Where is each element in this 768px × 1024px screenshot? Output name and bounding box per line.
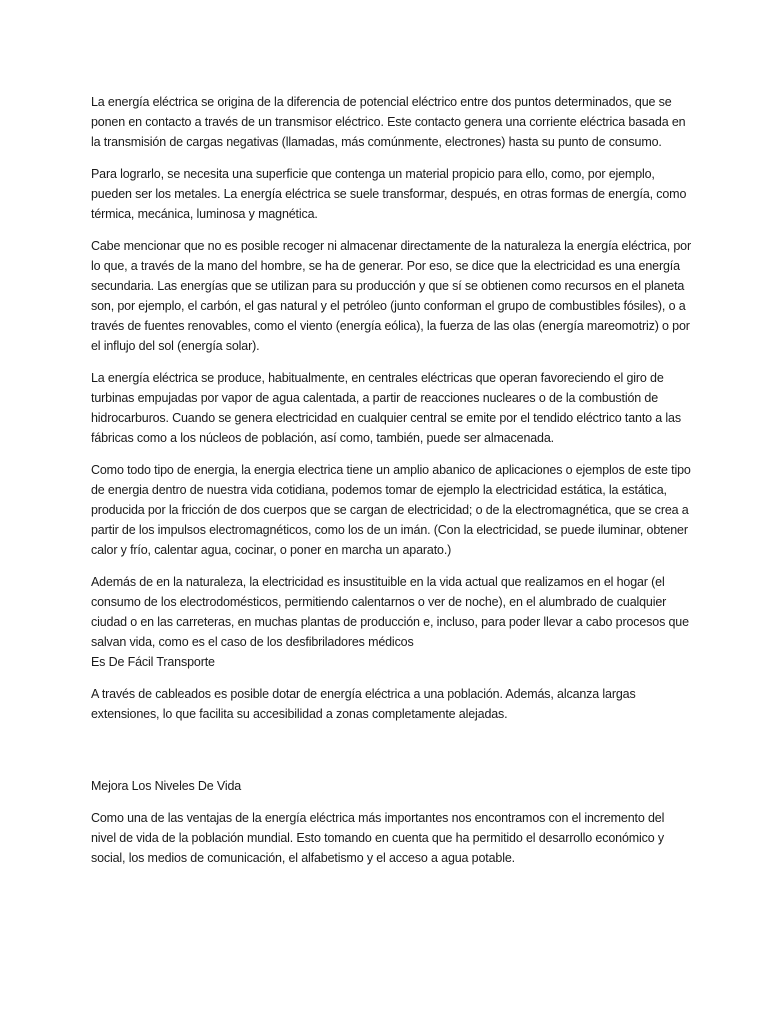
heading-facil-transporte: Es De Fácil Transporte bbox=[91, 655, 215, 669]
paragraph-usos: Además de en la naturaleza, la electricidad es insustituible en la vida actual que realizamos en el hogar (el consumo de los electrodomésticos, permitiendo calentarnos o ver de noche), en el alumbrado de cualquier ciudad o en las carreteras, en muchas plantas de producción e, incluso, para poder llevar a cabo procesos que salvan vida, como es el caso de los desfibriladores médicos bbox=[91, 575, 689, 649]
paragraph-transporte: A través de cableados es posible dotar de energía eléctrica a una población. Además, alcanza largas extensiones, lo que facilita su accesibilidad a zonas completamente alejadas. bbox=[91, 687, 636, 721]
paragraph-superficie: Para lograrlo, se necesita una superficie que contenga un material propicio para ello, como, por ejemplo, pueden ser los metales. La energía eléctrica se suele transformar, después, en otras formas de energía, como térmica, mecánica, luminosa y magnética. bbox=[91, 167, 687, 221]
paragraph-origen: La energía eléctrica se origina de la diferencia de potencial eléctrico entre dos puntos determinados, que se ponen en contacto a través de un transmisor eléctrico. Este contacto genera una corriente eléctrica basada en la transmisión de cargas negativas (llamadas, más comúnmente, electrones) hasta su punto de consumo. bbox=[91, 95, 686, 149]
document-page bbox=[91, 92, 691, 880]
paragraph-produccion: La energía eléctrica se produce, habitualmente, en centrales eléctricas que operan favoreciendo el giro de turbinas empujadas por vapor de agua calentada, a partir de reacciones nucleares o de la combustión de hidrocarburos. Cuando se genera electricidad en cualquier central se emite por el tendido eléctrico tanto a las fábricas como a los núcleos de población, así como, también, puede ser almacenada. bbox=[91, 371, 681, 445]
paragraph-energia-secundaria: Cabe mencionar que no es posible recoger ni almacenar directamente de la naturaleza la energía eléctrica, por lo que, a través de la mano del hombre, se ha de generar. Por eso, se dice que la electricidad es una energía secundaria. Las energías que se utilizan para su producción y que sí se obtienen como recursos en el planeta son, por ejemplo, el carbón, el gas natural y el petróleo (junto conforman el grupo de combustibles fósiles), o a través de fuentes renovables, como el viento (energía eólica), la fuerza de las olas (energía mareomotriz) o por el influjo del sol (energía solar). bbox=[91, 239, 691, 353]
paragraph-niveles: Como una de las ventajas de la energía eléctrica más importantes nos encontramos con el incremento del nivel de vida de la población mundial. Esto tomando en cuenta que ha permitido el desarrollo económico y social, los medios de comunicación, el alfabetismo y el acceso a agua potable. bbox=[91, 811, 665, 865]
paragraph-aplicaciones: Como todo tipo de energia, la energia electrica tiene un amplio abanico de aplicaciones o ejemplos de este tipo de energia dentro de nuestra vida cotidiana, podemos tomar de ejemplo la electricidad estática, la estática, producida por la fricción de dos cuerpos que se cargan de electricidad; o de la electromagnética, que se crea a partir de los impulsos electromagnéticos, como los de un imán. (Con la electricidad, se puede iluminar, obtener calor y frío, calentar agua, cocinar, o poner en marcha un aparato.) bbox=[91, 463, 691, 557]
section-spacer bbox=[91, 736, 691, 776]
heading-niveles-de-vida: Mejora Los Niveles De Vida bbox=[91, 779, 242, 793]
